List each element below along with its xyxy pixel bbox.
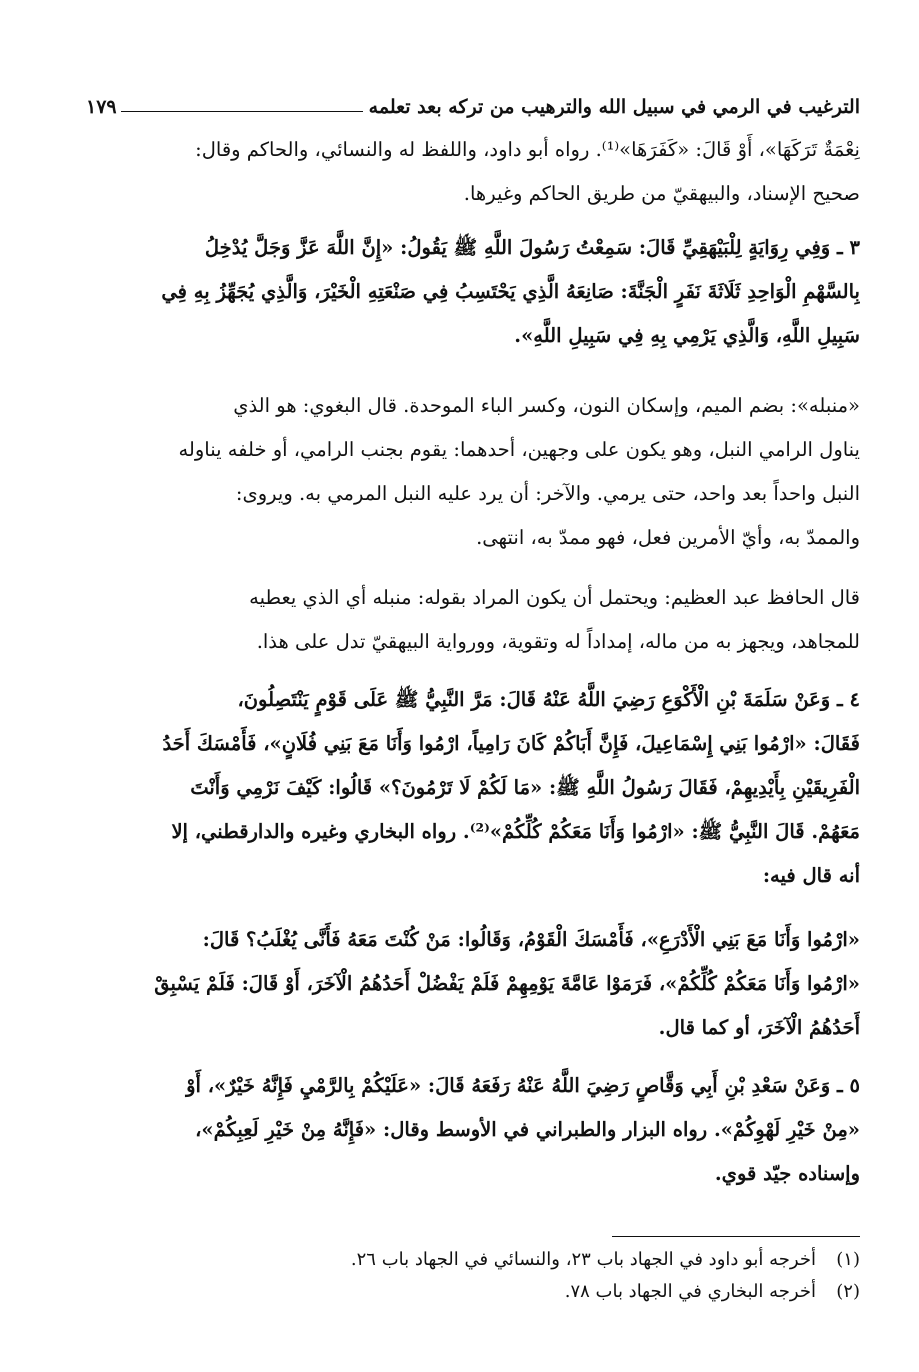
footnote-separator: [612, 1236, 860, 1237]
text-line: يناول الرامي النبل، وهو يكون على وجهين، أحدهما: يقوم بجنب الرامي، أو خلفه يناوله: [178, 438, 860, 461]
text-line: «ارْمُوا وَأَنَا مَعَ بَنِي الْأَدْرَعِ»، فَأَمْسَكَ الْقَوْمُ، وَقَالُوا: مَنْ كُنْتَ مَعَهُ فَأَنَّى يُغْلَبُ؟ قَالَ:: [202, 928, 860, 951]
text-line: نِعْمَةٌ تَرَكَهَا»، أَوْ قَالَ: «كَفَرَهَا»⁽¹⁾. رواه أبو داود، واللفظ له والنسائي، والحاكم وقال:: [195, 138, 860, 161]
text-line: «مِنْ خَيْرِ لَهْوِكُمْ». رواه البزار والطبراني في الأوسط وقال: «فَإِنَّهُ مِنْ خَيْرِ لَعِبِكُمْ»،: [195, 1118, 860, 1141]
text-line: النبل واحداً بعد واحد، حتى يرمي. والآخر: أن يرد عليه النبل المرمي به. ويروى:: [235, 482, 860, 505]
text-line: سَبِيلِ اللَّهِ، وَالَّذِي يَرْمِي بِهِ فِي سَبِيلِ اللَّهِ».: [514, 324, 860, 347]
footnote-text: أخرجه البخاري في الجهاد باب ٧٨.: [564, 1281, 816, 1302]
text-line: ٣ ـ وَفِي رِوَايَةٍ لِلْبَيْهَقِيِّ قَالَ: سَمِعْتُ رَسُولَ اللَّهِ ﷺ يَقُولُ: «إِنَّ اللَّهَ عَزَّ وَجَلَّ يُدْخِلُ: [204, 236, 860, 259]
footnotes: [86, 1244, 860, 1308]
page-number: ١٧٩: [86, 96, 117, 118]
text-line: ٤ ـ وَعَنْ سَلَمَةَ بْنِ الْأَكْوَعِ رَضِيَ اللَّهُ عَنْهُ قَالَ: مَرَّ النَّبِيُّ ﷺ عَلَى قَوْمٍ يَنْتَصِلُونَ،: [237, 688, 860, 711]
text-line: فَقَالَ: «ارْمُوا بَنِي إِسْمَاعِيلَ، فَإِنَّ أَبَاكُمْ كَانَ رَامِياً، ارْمُوا وَأَنَا مَعَ بَنِي فُلَانٍ»، فَأَمْسَكَ أَحَدُ: [162, 732, 860, 755]
footnote-marker: (٢): [836, 1281, 860, 1302]
hadith-3: [86, 226, 860, 358]
text-line: ٥ ـ وَعَنْ سَعْدِ بْنِ أَبِي وَقَّاصٍ رَضِيَ اللَّهُ عَنْهُ رَفَعَهُ قَالَ: «عَلَيْكُمْ بِالرَّمْيِ فَإِنَّهُ خَيْرٌ»، أَوْ: [186, 1074, 860, 1097]
text-line: صحيح الإسناد، والبيهقيّ من طريق الحاكم وغيرها.: [463, 182, 860, 205]
footnote-marker: (١): [836, 1249, 860, 1270]
paragraph-hafiz: [86, 576, 860, 664]
text-line: وإسناده جيّد قوي.: [714, 1162, 860, 1185]
paragraph-1: [86, 128, 860, 216]
text-line: والممدّ به، وأيّ الأمرين فعل، فهو ممدّ به، انتهى.: [476, 526, 860, 549]
text-line: مَعَهُمْ. قَالَ النَّبِيُّ ﷺ: «ارْمُوا وَأَنَا مَعَكُمْ كُلِّكُمْ»⁽²⁾. رواه البخاري وغيره والدارقطني، إلا: [171, 820, 860, 843]
footnote-2: [86, 1276, 860, 1308]
hadith-4: [86, 678, 860, 898]
text-line: أنه قال فيه:: [762, 864, 860, 887]
header-rule: [121, 111, 363, 112]
paragraph-munbil: [86, 384, 860, 560]
header-title: الترغيب في الرمي في سبيل الله والترهيب من تركه بعد تعلمه: [368, 96, 860, 118]
hadith-5: [86, 1064, 860, 1196]
hadith-4-variant: [86, 918, 860, 1050]
text-line: بِالسَّهْمِ الْوَاحِدِ ثَلَاثَةَ نَفَرٍ الْجَنَّةَ: صَانِعَهُ الَّذِي يَحْتَسِبُ فِي صَنْعَتِهِ الْخَيْرَ، وَالَّذِي يُجَهِّزُ بِهِ فِي: [161, 280, 860, 303]
footnote-1: [86, 1244, 860, 1276]
text-line: الْفَرِيقَيْنِ بِأَيْدِيهِمْ، فَقَالَ رَسُولُ اللَّهِ ﷺ: «مَا لَكُمْ لَا تَرْمُونَ؟» قَالُوا: كَيْفَ نَرْمِي وَأَنْتَ: [190, 776, 860, 799]
running-header: [86, 84, 860, 118]
text-line: «ارْمُوا وَأَنَا مَعَكُمْ كُلِّكُمْ»، فَرَمَوْا عَامَّةَ يَوْمِهِمْ فَلَمْ يَفْضُلْ أَحَدُهُمُ الْآخَرَ، أَوْ قَالَ: فَلَمْ يَسْبِقْ: [154, 972, 860, 995]
text-line: قال الحافظ عبد العظيم: ويحتمل أن يكون المراد بقوله: منبله أي الذي يعطيه: [249, 586, 860, 609]
footnote-text: أخرجه أبو داود في الجهاد باب ٢٣، والنسائي في الجهاد باب ٢٦.: [350, 1249, 816, 1270]
text-line: للمجاهد، ويجهز به من ماله، إمداداً له وتقوية، وورواية البيهقيّ تدل على هذا.: [256, 630, 860, 653]
text-line: «منبله»: بضم الميم، وإسكان النون، وكسر الباء الموحدة. قال البغوي: هو الذي: [233, 394, 860, 417]
text-line: أَحَدُهُمُ الْآخَرَ، أو كما قال.: [658, 1016, 860, 1039]
